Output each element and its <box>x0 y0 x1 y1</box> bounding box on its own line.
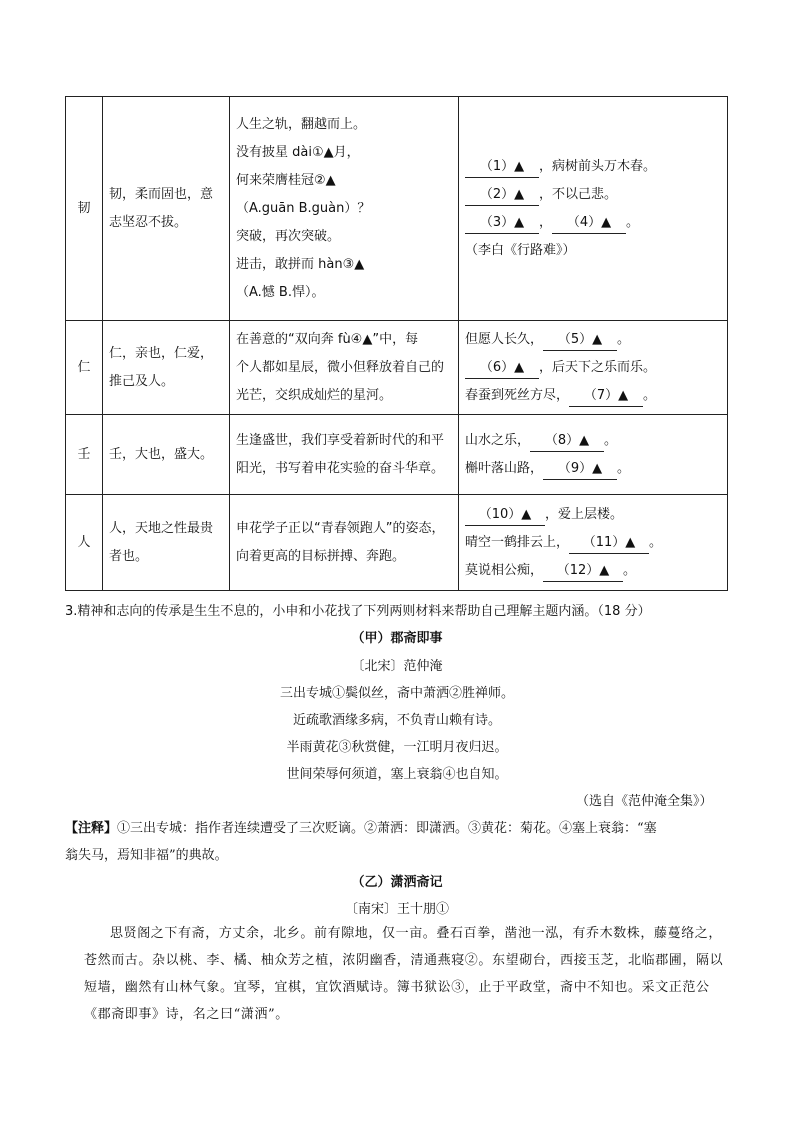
verse-text: 。 <box>626 214 640 230</box>
poem-a-line: 世间荣辱何须道，塞上衰翁④也自知。 <box>286 767 508 782</box>
answer-blank[interactable]: （8）▲ <box>530 431 604 452</box>
text-b-paragraph: 思贤阁之下有斋，方丈余，北乡。前有隙地，仅一亩。叠石百拳，凿池一泓，有乔木数株，藤蔓络之，苍然而古。杂以桃、李、橘、柚众芳之植，浓阴幽香，清通燕寝②。东望砌台，西接玉芝，北临郡圃，隔以短墙，幽然有山林气象。宜琴，宜棋，宜饮酒赋诗。簿书狱讼③，止于平政堂，斋中不知也。采文正范公《郡斋即事》诗，名之曰“潇洒”。 <box>84 926 724 1022</box>
passage-line: 阳光，书写着申花实验的奋斗华章。 <box>236 460 445 476</box>
passage-line: 申花学子正以“青春领跑人”的姿态， <box>236 520 445 536</box>
verse-fill-cell <box>459 321 728 415</box>
verse-text: 山水之乐， <box>465 432 531 448</box>
verse-text: 莫说相公痴， <box>465 562 544 578</box>
poem-a-line: 近疏歌酒缘多病，不负青山赖有诗。 <box>292 713 501 728</box>
verse-line <box>465 382 721 410</box>
verse-fill-cell <box>459 97 728 321</box>
passage-line: 何来荣膺桂冠②▲ <box>236 172 336 188</box>
table-row <box>66 97 728 321</box>
passage-line: 向着更高的目标拼搏、奔跑。 <box>236 548 406 564</box>
text-b-title: （乙）潇洒斋记 <box>351 875 443 890</box>
poem-a-title: （甲）郡斋即事 <box>351 631 443 646</box>
answer-blank[interactable]: （4）▲ <box>552 213 626 234</box>
passage-line: 光芒，交织成灿烂的星河。 <box>236 387 393 403</box>
verse-line <box>465 153 721 181</box>
table-row <box>66 495 728 591</box>
answer-blank[interactable]: （6）▲ <box>465 358 539 379</box>
verse-text: 。 <box>649 534 663 550</box>
verse-line <box>465 354 721 382</box>
passage-line: 个人都如星辰，微小但释放着自己的 <box>236 359 445 375</box>
passage-line: 突破，再次突破。 <box>236 228 341 244</box>
answer-blank[interactable]: （10）▲ <box>465 505 545 526</box>
character-meaning: 壬，大也，盛大。 <box>103 415 230 495</box>
poem-a-notes <box>65 817 657 836</box>
theme-table <box>65 96 728 591</box>
notes-text: ①三出专城：指作者连续遭受了三次贬谪。②萧洒：即潇洒。③黄花：菊花。④塞上衰翁：“塞 <box>117 821 657 836</box>
verse-line <box>465 501 721 529</box>
answer-blank[interactable]: （7）▲ <box>569 386 643 407</box>
verse-source: （李白《行路难》） <box>465 242 576 258</box>
verse-text: ，后天下之乐而乐。 <box>539 359 657 375</box>
verse-text: ，病树前头万木春。 <box>539 158 657 174</box>
verse-line <box>465 557 721 585</box>
poem-a-author: 〔北宋〕范仲淹 <box>351 659 443 674</box>
answer-blank[interactable]: （12）▲ <box>543 561 623 582</box>
answer-blank[interactable]: （2）▲ <box>465 185 539 206</box>
verse-line <box>465 427 721 455</box>
verse-text: 。 <box>617 331 631 347</box>
character-meaning: 人，天地之性最贵者也。 <box>103 495 230 591</box>
verse-fill-cell <box>459 415 728 495</box>
answer-blank[interactable]: （3）▲ <box>465 213 539 234</box>
passage-line: 没有披星 dài①▲月， <box>236 144 360 160</box>
verse-text: 。 <box>643 387 657 403</box>
verse-text: 。 <box>604 432 618 448</box>
verse-text: 槲叶落山路， <box>465 460 544 476</box>
verse-text: 。 <box>617 460 631 476</box>
theme-passage <box>230 321 459 415</box>
verse-text: ，爱上层楼。 <box>545 506 624 522</box>
verse-fill-cell <box>459 495 728 591</box>
passage-line: （A.guān B.guàn）？ <box>236 200 371 216</box>
verse-line <box>465 529 721 557</box>
text-b-author: 〔南宋〕王十朋① <box>344 902 449 917</box>
theme-character: 壬 <box>66 415 103 495</box>
passage-line: 在善意的“双向奔 fù④▲”中，每 <box>236 331 419 347</box>
verse-text: 春蚕到死丝方尽， <box>465 387 570 403</box>
notes-label: 【注释】 <box>65 821 118 836</box>
theme-passage <box>230 495 459 591</box>
poem-a-source: （选自《范仲淹全集》） <box>576 794 713 809</box>
passage-line: 人生之轨，翻越而上。 <box>236 116 367 132</box>
verse-line <box>465 326 721 354</box>
theme-character: 韧 <box>66 97 103 321</box>
theme-character: 人 <box>66 495 103 591</box>
table-row <box>66 415 728 495</box>
theme-passage <box>230 415 459 495</box>
poem-a-notes-continued: 翁失马，焉知非福”的典故。 <box>65 848 228 863</box>
character-meaning: 仁，亲也，仁爱，推己及人。 <box>103 321 230 415</box>
passage-line: 进击，敢拼而 hàn③▲ <box>236 256 365 272</box>
verse-text: ， <box>539 214 553 230</box>
character-meaning: 韧，柔而固也，意志坚忍不拔。 <box>103 97 230 321</box>
answer-blank[interactable]: （1）▲ <box>465 157 539 178</box>
question-3-prompt: 3.精神和志向的传承是生生不息的，小申和小花找了下列两则材料来帮助自己理解主题内涵。（18 分） <box>65 604 651 619</box>
passage-line: （A.憾 B.悍）。 <box>236 284 325 300</box>
poem-a-line: 三出专城①鬓似丝，斋中萧洒②胜禅师。 <box>279 686 514 701</box>
table-row <box>66 321 728 415</box>
verse-text: 但愿人长久， <box>465 331 544 347</box>
verse-line <box>465 209 721 237</box>
verse-text: ，不以己悲。 <box>539 186 618 202</box>
poem-a-line: 半雨黄花③秋赏健，一江明月夜归迟。 <box>286 740 508 755</box>
answer-blank[interactable]: （11）▲ <box>569 533 649 554</box>
verse-line <box>465 455 721 483</box>
theme-passage <box>230 97 459 321</box>
verse-text: 。 <box>623 562 637 578</box>
verse-line <box>465 181 721 209</box>
answer-blank[interactable]: （9）▲ <box>543 459 617 480</box>
verse-text: 晴空一鹤排云上， <box>465 534 570 550</box>
answer-blank[interactable]: （5）▲ <box>543 330 617 351</box>
theme-character: 仁 <box>66 321 103 415</box>
passage-line: 生逢盛世，我们享受着新时代的和平 <box>236 432 445 448</box>
